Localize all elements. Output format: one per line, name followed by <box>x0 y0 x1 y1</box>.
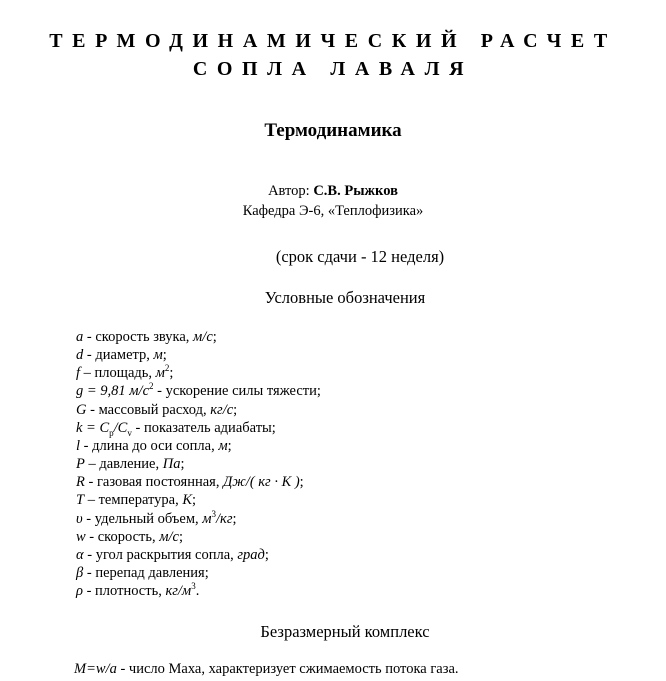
department: Кафедра Э-6, «Теплофизика» <box>242 203 424 219</box>
document-title-line1: ТЕРМОДИНАМИЧЕСКИЙ РАСЧЕТ <box>49 30 617 52</box>
superscript: 2 <box>164 363 170 374</box>
mach-text: - число Маха, характеризует сжимаемость потока газа. <box>116 661 459 677</box>
document-title-line2: СОПЛА ЛАВАЛЯ <box>192 58 474 80</box>
superscript: 3 <box>191 581 196 592</box>
punctuation: ; <box>192 492 197 509</box>
notation-symbol: P <box>76 456 85 473</box>
subscript: v <box>127 427 132 438</box>
notation-unit: м/с <box>159 528 179 545</box>
notation-symbol: υ <box>76 510 83 527</box>
notation-unit: кг/м <box>165 583 192 600</box>
superscript: 3 <box>211 508 217 519</box>
notation-item <box>76 582 199 600</box>
mach-symbol: M=w/a <box>74 661 117 677</box>
notation-unit: /кг <box>216 510 233 527</box>
notation-item <box>76 328 217 346</box>
punctuation: ; <box>227 437 232 454</box>
notation-description: - плотность, <box>82 583 166 600</box>
notation-heading: Условные обозначения <box>264 288 426 307</box>
punctuation: ; <box>212 329 217 345</box>
subscript: p <box>109 427 114 438</box>
notation-symbol: d <box>76 347 84 364</box>
notation-description: – температура, <box>84 492 183 509</box>
subject-title: Термодинамика <box>264 120 402 141</box>
punctuation: ; <box>204 564 209 581</box>
punctuation: ; <box>232 510 237 527</box>
notation-symbol: ρ <box>76 583 83 600</box>
punctuation: ; <box>299 474 304 491</box>
notation-unit: кг/с <box>210 401 234 418</box>
superscript: 2 <box>149 381 154 392</box>
notation-unit: м <box>218 437 228 454</box>
notation-symbol: w <box>76 528 86 545</box>
notation-symbol: /C <box>113 419 128 436</box>
notation-item <box>76 346 167 364</box>
punctuation: ; <box>233 401 238 418</box>
punctuation: ; <box>178 528 183 545</box>
notation-item <box>76 382 321 400</box>
notation-unit: Па <box>162 456 181 473</box>
notation-symbol: β <box>76 564 84 581</box>
notation-item <box>76 491 196 509</box>
notation-symbol: g = 9,81 м/с <box>76 383 150 400</box>
notation-item <box>76 473 304 491</box>
notation-unit: м <box>202 510 212 527</box>
notation-symbol: G <box>76 401 87 418</box>
notation-description: - скорость, <box>85 528 160 545</box>
notation-symbol: a <box>76 329 84 345</box>
notation-description: - ускорение силы тяжести; <box>153 383 321 400</box>
notation-symbol: R <box>76 474 85 491</box>
notation-unit: Дж/( кг · К ) <box>223 474 300 491</box>
notation-description: - удельный объем, <box>82 510 203 527</box>
notation-description: - диаметр, <box>83 347 154 364</box>
mach-definition <box>74 661 459 678</box>
notation-symbol: T <box>76 492 85 509</box>
notation-item <box>76 455 184 473</box>
punctuation: ; <box>162 347 167 364</box>
notation-item <box>76 510 237 528</box>
notation-item <box>76 419 276 437</box>
dimensionless-heading: Безразмерный комплекс <box>260 622 430 641</box>
notation-item <box>76 564 209 582</box>
notation-unit: м <box>155 365 165 382</box>
notation-description: - показатель адиабаты; <box>131 419 276 436</box>
notation-description: - длина до оси сопла, <box>80 437 219 454</box>
punctuation: ; <box>169 365 174 382</box>
notation-symbol: k = C <box>76 419 110 436</box>
notation-unit: К <box>182 492 193 509</box>
notation-unit: м <box>153 347 163 364</box>
notation-description: – давление, <box>84 456 163 473</box>
notation-item <box>76 528 183 546</box>
punctuation: ; <box>264 546 269 563</box>
notation-description: - скорость звука, <box>83 329 194 345</box>
notation-description: - массовый расход, <box>86 401 211 418</box>
punctuation: . <box>195 583 200 600</box>
notation-description: - перепад давления <box>83 564 205 581</box>
punctuation: ; <box>180 456 185 473</box>
notation-unit: град <box>237 546 265 563</box>
notation-description: - угол раскрытия сопла, <box>83 546 238 563</box>
notation-description: – площадь, <box>80 365 156 382</box>
notation-symbol: α <box>76 546 84 563</box>
deadline: (срок сдачи - 12 неделя) <box>275 247 445 266</box>
notation-unit: м/с <box>193 329 213 345</box>
notation-description: - газовая постоянная, <box>84 474 224 491</box>
notation-item <box>76 437 232 455</box>
notation-symbol: f <box>76 365 81 382</box>
author-line <box>0 183 666 200</box>
notation-symbol: l <box>76 437 81 454</box>
notation-item <box>76 401 237 419</box>
author-prefix: Автор: <box>268 183 314 199</box>
notation-item <box>76 364 173 382</box>
notation-item <box>76 546 269 564</box>
author-name: С.В. Рыжков <box>313 183 398 199</box>
